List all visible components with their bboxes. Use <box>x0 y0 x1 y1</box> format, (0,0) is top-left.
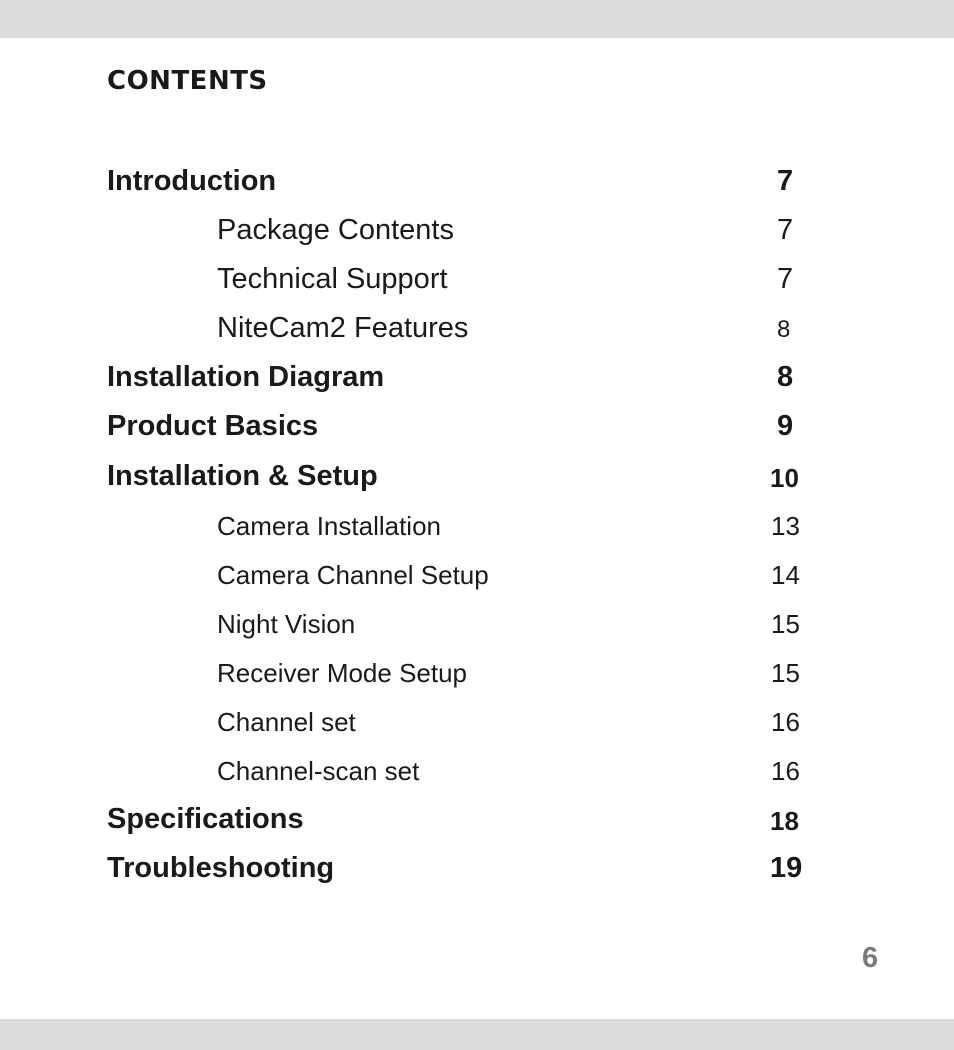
page-title: CONTENTS <box>107 66 268 96</box>
toc-entry-page: 7 <box>777 214 794 246</box>
toc-entry-page: 7 <box>777 165 794 197</box>
bottom-gray-band <box>0 1019 954 1050</box>
toc-entry-page: 9 <box>777 410 794 442</box>
toc-entry-camera-channel-setup[interactable] <box>0 560 954 600</box>
toc-entry-page: 16 <box>771 707 800 737</box>
toc-entry-introduction[interactable] <box>0 165 954 205</box>
toc-entry-nitecam2-features[interactable] <box>0 312 954 352</box>
toc-entry-label: Channel-scan set <box>217 756 420 786</box>
toc-entry-camera-installation[interactable] <box>0 511 954 551</box>
toc-entry-label: Package Contents <box>217 214 454 246</box>
toc-entry-page: 15 <box>771 609 800 639</box>
toc-entry-label: Troubleshooting <box>107 852 335 884</box>
toc-entry-receiver-mode-setup[interactable] <box>0 658 954 698</box>
top-gray-band <box>0 0 954 38</box>
toc-entry-package-contents[interactable] <box>0 214 954 254</box>
toc-entry-page: 16 <box>771 756 800 786</box>
toc-entry-label: Introduction <box>107 165 277 197</box>
toc-entry-page: 10 <box>770 463 799 493</box>
toc-entry-troubleshooting[interactable] <box>0 852 954 892</box>
toc-entry-specifications[interactable] <box>0 803 954 843</box>
toc-entry-label: Specifications <box>107 803 304 835</box>
toc-entry-page: 8 <box>777 316 791 343</box>
toc-entry-product-basics[interactable] <box>0 410 954 450</box>
toc-entry-page: 7 <box>777 263 794 295</box>
toc-entry-channel-set[interactable] <box>0 707 954 747</box>
toc-entry-label: Channel set <box>217 707 356 737</box>
toc-entry-label: Camera Channel Setup <box>217 560 489 590</box>
toc-entry-page: 13 <box>771 511 800 541</box>
toc-entry-page: 8 <box>777 361 794 393</box>
toc-entry-technical-support[interactable] <box>0 263 954 303</box>
toc-entry-label: Installation Diagram <box>107 361 385 393</box>
toc-entry-label: NiteCam2 Features <box>217 312 469 344</box>
toc-entry-label: Installation & Setup <box>107 460 378 492</box>
toc-entry-label: Camera Installation <box>217 511 441 541</box>
page-number: 6 <box>862 942 879 974</box>
toc-entry-installation-setup[interactable] <box>0 460 954 500</box>
toc-entry-label: Technical Support <box>217 263 448 295</box>
toc-entry-label: Night Vision <box>217 609 356 639</box>
toc-entry-page: 14 <box>771 560 800 590</box>
toc-entry-page: 18 <box>770 806 799 836</box>
toc-entry-label: Product Basics <box>107 410 319 442</box>
toc-entry-installation-diagram[interactable] <box>0 361 954 401</box>
toc-entry-page: 19 <box>770 852 803 884</box>
toc-entry-night-vision[interactable] <box>0 609 954 649</box>
toc-entry-label: Receiver Mode Setup <box>217 658 468 688</box>
toc-entry-page: 15 <box>771 658 800 688</box>
toc-entry-channel-scan-set[interactable] <box>0 756 954 796</box>
